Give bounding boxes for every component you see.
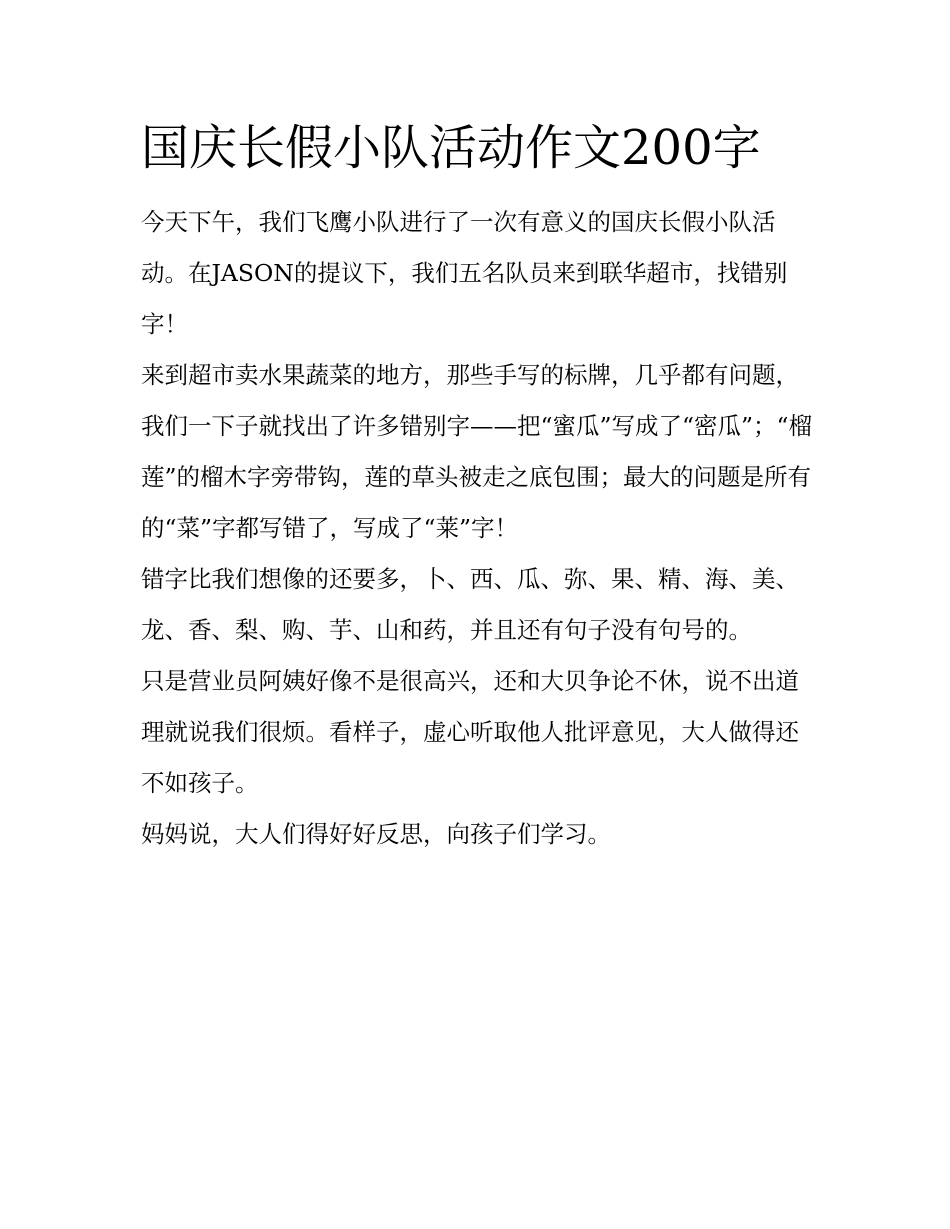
paragraph: 妈妈说，大人们得好好反思，向孩子们学习。 [141, 820, 611, 848]
paragraph: 来到超市卖水果蔬菜的地方，那些手写的标牌，几乎都有问题，我们一下子就找出了许多错别字——把“蜜瓜”写成了“密瓜”；“榴莲”的榴木字旁带钩，莲的草头被走之底包围；最大的问题是所有的“菜”字都写错了，写成了“莱”字！ [141, 361, 813, 542]
paragraph: 今天下午，我们飞鹰小队进行了一次有意义的国庆长假小队活动。在JASON的提议下，我们五名队员来到联华超市，找错别字！ [141, 208, 788, 338]
document-title: 国庆长假小队活动作文200字 [141, 120, 761, 176]
paragraph: 只是营业员阿姨好像不是很高兴，还和大贝争论不休，说不出道理就说我们很烦。看样子，虚心听取他人批评意见，大人做得还不如孩子。 [141, 667, 799, 797]
paragraph: 错字比我们想像的还要多，卜、西、瓜、弥、果、精、海、美、龙、香、梨、购、芋、山和药，并且还有句子没有句号的。 [141, 565, 799, 644]
document-body [141, 197, 813, 860]
